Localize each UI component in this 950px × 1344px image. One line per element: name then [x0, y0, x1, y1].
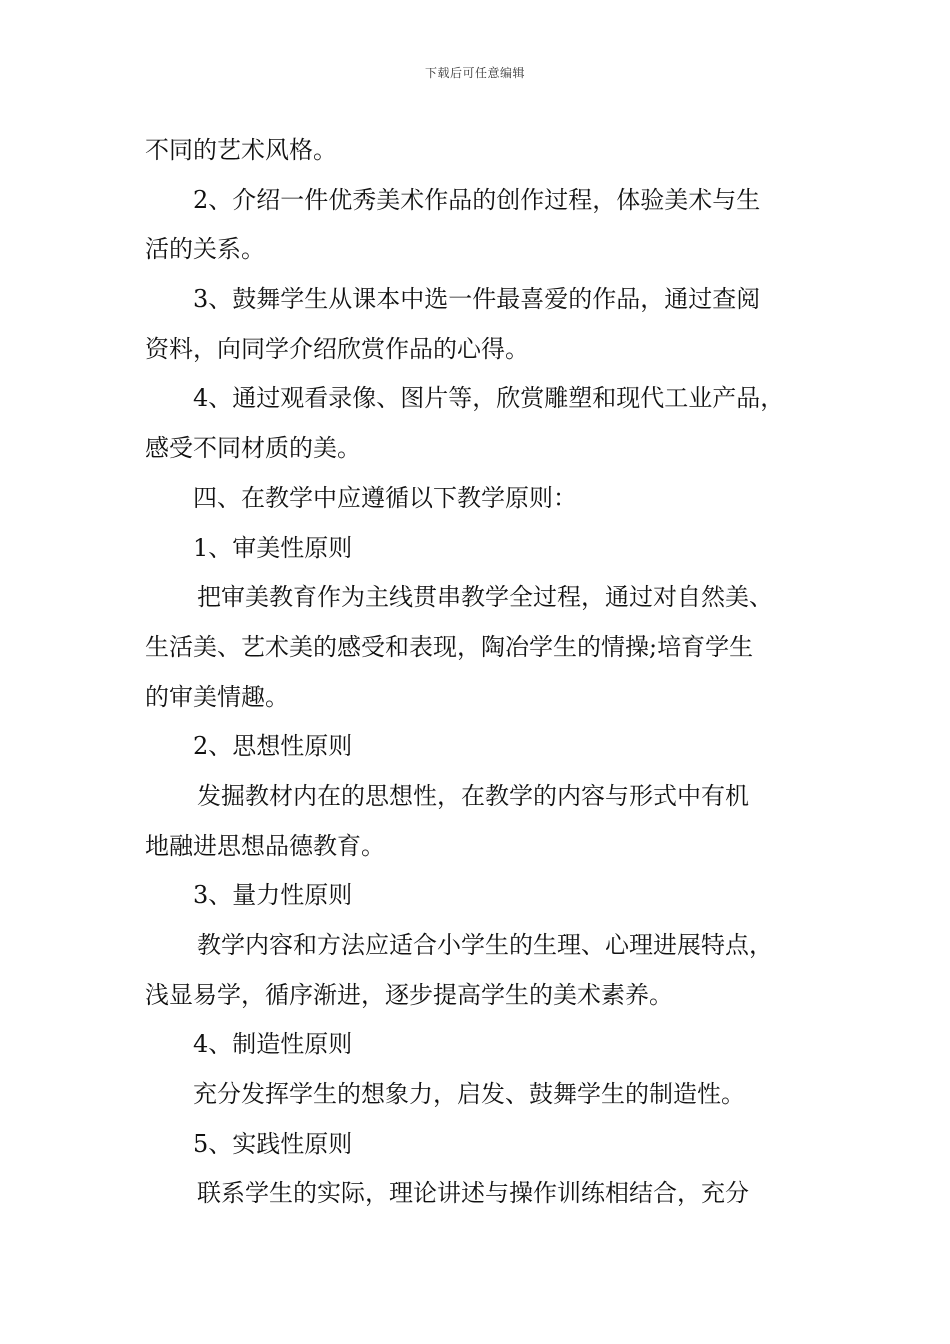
text-line: 联系学生的实际，理论讲述与操作训练相结合，充分	[197, 1179, 749, 1208]
text-line: 感受不同材质的美。	[145, 434, 361, 463]
document-body	[145, 130, 815, 1223]
text-line: 的审美情趣。	[145, 682, 289, 711]
text-line: 充分发挥学生的想象力，启发、鼓舞学生的制造性。	[193, 1080, 745, 1109]
text-line: 不同的艺术风格。	[145, 136, 337, 164]
subsection-heading: 4、制造性原则	[193, 1030, 353, 1059]
subsection-heading: 5、实践性原则	[193, 1129, 353, 1158]
subsection-heading: 2、思想性原则	[193, 732, 353, 761]
section-heading: 四、在教学中应遵循以下教学原则：	[193, 483, 577, 512]
text-line: 发掘教材内在的思想性，在教学的内容与形式中有机	[197, 781, 749, 810]
subsection-heading: 1、审美性原则	[193, 533, 353, 562]
text-line: 2、介绍一件优秀美术作品的创作过程，体验美术与生	[193, 185, 761, 214]
text-line: 把审美教育作为主线贯串教学全过程，通过对自然美、	[197, 583, 773, 612]
subsection-heading: 3、量力性原则	[193, 881, 353, 910]
text-line: 4、通过观看录像、图片等，欣赏雕塑和现代工业产品，	[193, 384, 785, 413]
text-line: 3、鼓舞学生从课本中选一件最喜爱的作品，通过查阅	[193, 285, 761, 314]
text-line: 教学内容和方法应适合小学生的生理、心理进展特点，	[197, 931, 773, 959]
text-line: 资料，向同学介绍欣赏作品的心得。	[145, 334, 529, 363]
page-header: 下载后可任意编辑	[424, 66, 525, 80]
text-line: 浅显易学，循序渐进，逐步提高学生的美术素养。	[145, 980, 673, 1009]
text-line: 活的关系。	[145, 235, 265, 264]
text-line: 生活美、艺术美的感受和表现，陶冶学生的情操;培育学生	[145, 632, 754, 661]
text-line: 地融进思想品德教育。	[145, 831, 385, 860]
